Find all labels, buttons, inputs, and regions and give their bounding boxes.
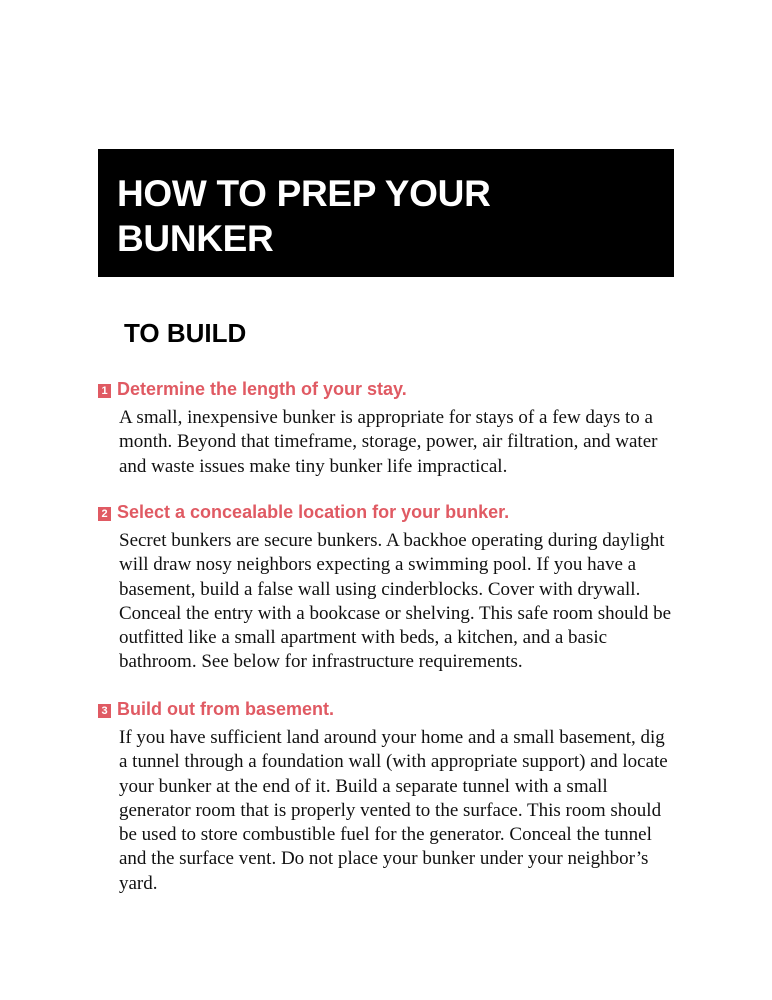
step-2 (98, 501, 678, 675)
step-number-badge: 1 (98, 384, 111, 398)
step-title: Select a concealable location for your bunker. (117, 502, 510, 522)
step-number-badge: 2 (98, 507, 111, 521)
step-header (98, 501, 678, 523)
step-3 (98, 698, 678, 896)
step-title: Determine the length of your stay. (117, 379, 407, 399)
step-body: If you have sufficient land around your home and a small basement, dig a tunnel through a foundation wall (with appropriate support) and locate your bunker at the end of it. Build a separate tunnel with a small generator room that is properly vented to the surface. This room should be used to store combustible fuel for the generator. Conceal the tunnel and the surface vent. Do not place your bunker under your neighbor’s yard. (119, 727, 668, 894)
step-number-badge: 3 (98, 704, 111, 718)
step-header (98, 698, 678, 720)
section-heading: TO BUILD (124, 318, 247, 348)
step-header (98, 378, 678, 400)
page-title: HOW TO PREP YOUR BUNKER (117, 173, 491, 259)
step-body: A small, inexpensive bunker is appropriate for stays of a few days to a month. Beyond that timeframe, storage, power, air filtration, and water and waste issues make tiny bunker life impractical. (119, 407, 658, 477)
step-title: Build out from basement. (117, 699, 335, 719)
title-banner (98, 149, 674, 277)
step-body: Secret bunkers are secure bunkers. A backhoe operating during daylight will draw nosy neighbors expecting a swimming pool. If you have a basement, build a false wall using cinderblocks. Cover with drywall. Conceal the entry with a bookcase or shelving. This safe room should be outfitted like a small apartment with beds, a kitchen, and a basic bathroom. See below for infrastructure requirements. (119, 530, 672, 673)
step-1 (98, 378, 678, 479)
